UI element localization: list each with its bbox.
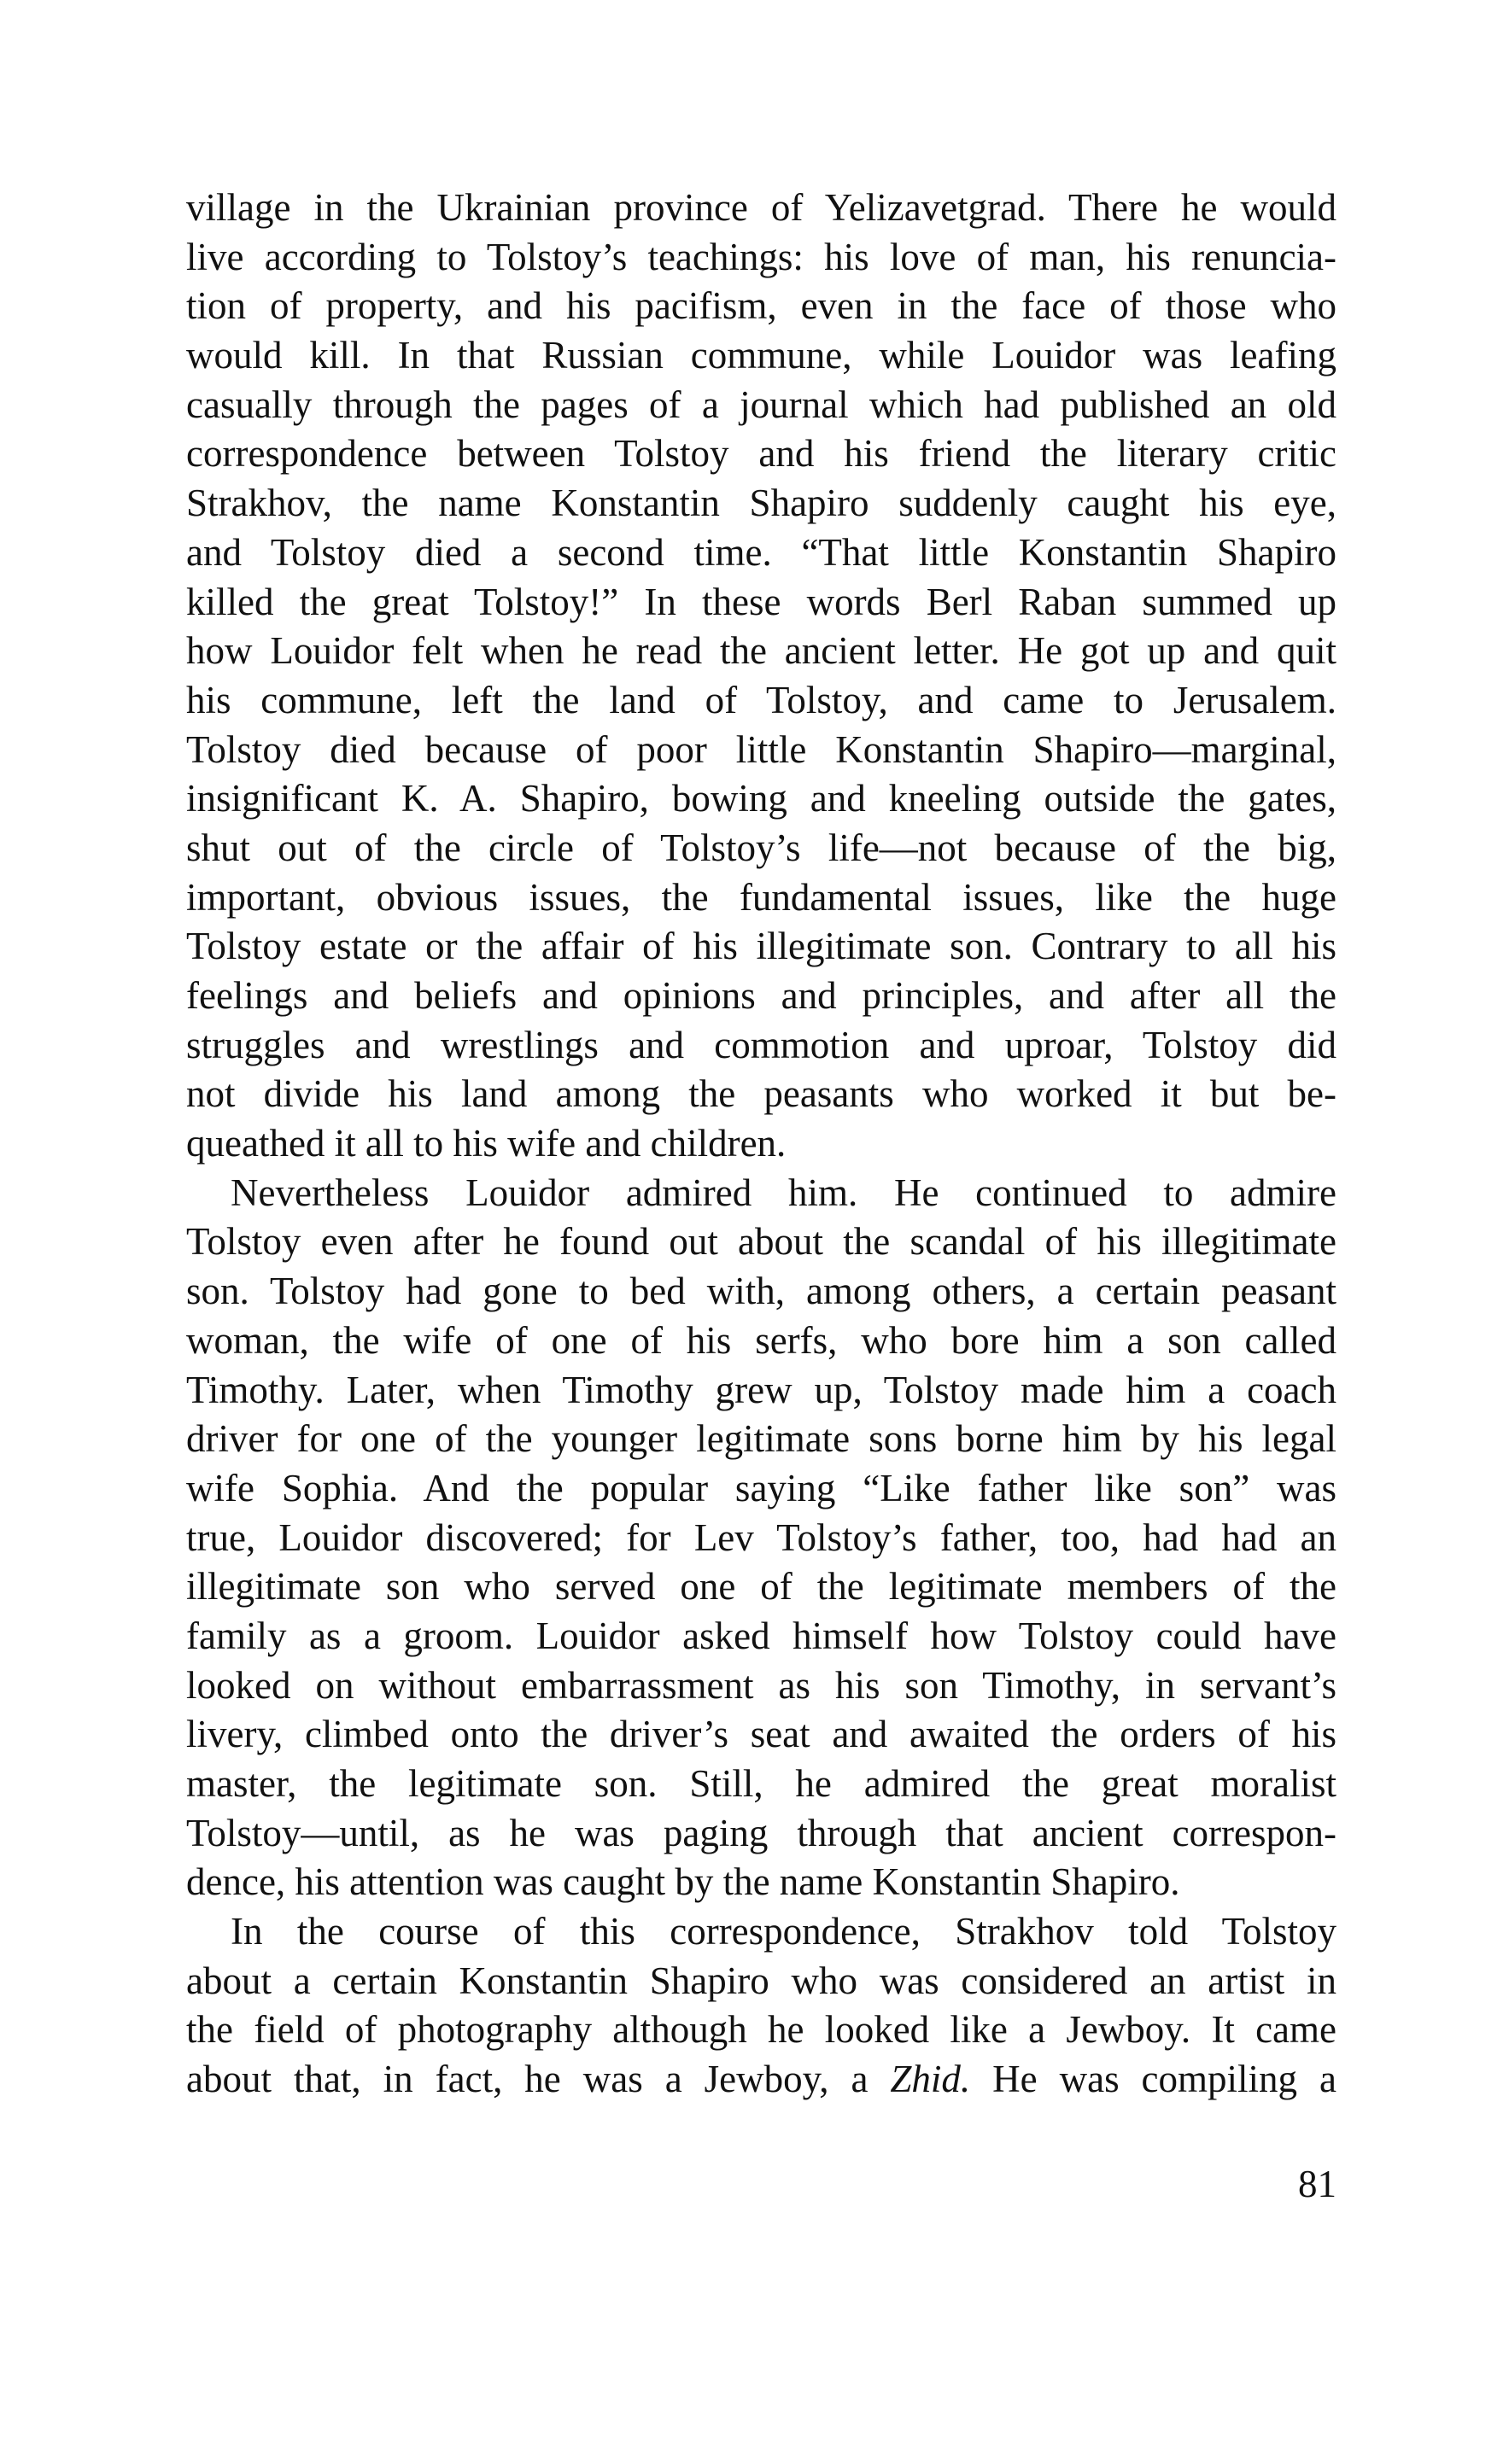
text-line: casually through the pages of a journal which had published an old <box>186 382 1336 426</box>
text-line: about a certain Konstantin Shapiro who was considered an artist in <box>186 1959 1336 2002</box>
text-line: family as a groom. Louidor asked himself how Tolstoy could have <box>186 1614 1336 1657</box>
body-text <box>186 184 1336 2105</box>
text-line: village in the Ukrainian province of Yelizavetgrad. There he would <box>186 186 1336 229</box>
text-line: killed the great Tolstoy!” In these words Berl Raban summed up <box>186 580 1336 623</box>
text-line: Tolstoy—until, as he was paging through that ancient correspon- <box>186 1811 1336 1854</box>
text-line: master, the legitimate son. Still, he admired the great moralist <box>186 1762 1336 1805</box>
text-line: important, obvious issues, the fundamental issues, like the huge <box>186 875 1336 919</box>
text-line: dence, his attention was caught by the name Konstantin Shapiro. <box>186 1860 1180 1904</box>
text-line: queathed it all to his wife and children. <box>186 1122 787 1165</box>
text-line: Tolstoy estate or the affair of his illegitimate son. Contrary to all his <box>186 925 1336 968</box>
text-line: Timothy. Later, when Timothy grew up, Tolstoy made him a coach <box>186 1368 1336 1411</box>
text-line: In the course of this correspondence, Strakhov told Tolstoy <box>231 1910 1336 1953</box>
text-line: driver for one of the younger legitimate sons borne him by his legal <box>186 1417 1336 1461</box>
text-line: and Tolstoy died a second time. “That little Konstantin Shapiro <box>186 530 1336 574</box>
text-line: insignificant K. A. Shapiro, bowing and kneeling outside the gates, <box>186 777 1336 820</box>
text-line: Strakhov, the name Konstantin Shapiro suddenly caught his eye, <box>186 482 1336 525</box>
text-line: his commune, left the land of Tolstoy, and came to Jerusalem. <box>186 678 1336 721</box>
text-line: tion of property, and his pacifism, even in the face of those who <box>186 284 1336 328</box>
text-fragment: He was compiling a <box>970 2058 1336 2101</box>
text-line: would kill. In that Russian commune, while Louidor was leafing <box>186 334 1336 377</box>
text-line: Tolstoy died because of poor little Konstantin Shapiro—marginal, <box>186 727 1336 771</box>
text-line: shut out of the circle of Tolstoy’s life—not because of the big, <box>186 826 1336 869</box>
text-fragment: about that, in fact, he was a Jewboy, a <box>186 2058 891 2101</box>
text-line: woman, the wife of one of his serfs, who bore him a son called <box>186 1318 1336 1362</box>
text-line: how Louidor felt when he read the ancient letter. He got up and quit <box>186 629 1336 673</box>
text-line: wife Sophia. And the popular saying “Like father like son” was <box>186 1466 1336 1509</box>
text-line: correspondence between Tolstoy and his friend the literary critic <box>186 432 1336 476</box>
text-line: son. Tolstoy had gone to bed with, among others, a certain peasant <box>186 1270 1336 1313</box>
text-line: Tolstoy even after he found out about the scandal of his illegitimate <box>186 1220 1336 1264</box>
page-number: 81 <box>1298 2163 1336 2205</box>
text-line: Nevertheless Louidor admired him. He continued to admire <box>231 1171 1336 1214</box>
text-line-last <box>186 2055 1336 2105</box>
text-line: struggles and wrestlings and commotion and uproar, Tolstoy did <box>186 1023 1336 1066</box>
text-line: feelings and beliefs and opinions and principles, and after all the <box>186 974 1336 1017</box>
italic-word: Zhid. <box>890 2058 971 2101</box>
text-line: livery, climbed onto the driver’s seat and awaited the orders of his <box>186 1713 1336 1756</box>
text-line: live according to Tolstoy’s teachings: his love of man, his renuncia- <box>186 235 1336 278</box>
text-line: the field of photography although he looked like a Jewboy. It came <box>186 2008 1336 2052</box>
text-line: illegitimate son who served one of the legitimate members of the <box>186 1565 1336 1609</box>
text-line: not divide his land among the peasants who worked it but be- <box>186 1072 1336 1116</box>
text-line: true, Louidor discovered; for Lev Tolstoy’s father, too, had had an <box>186 1515 1336 1559</box>
text-line: looked on without embarrassment as his son Timothy, in servant’s <box>186 1663 1336 1707</box>
